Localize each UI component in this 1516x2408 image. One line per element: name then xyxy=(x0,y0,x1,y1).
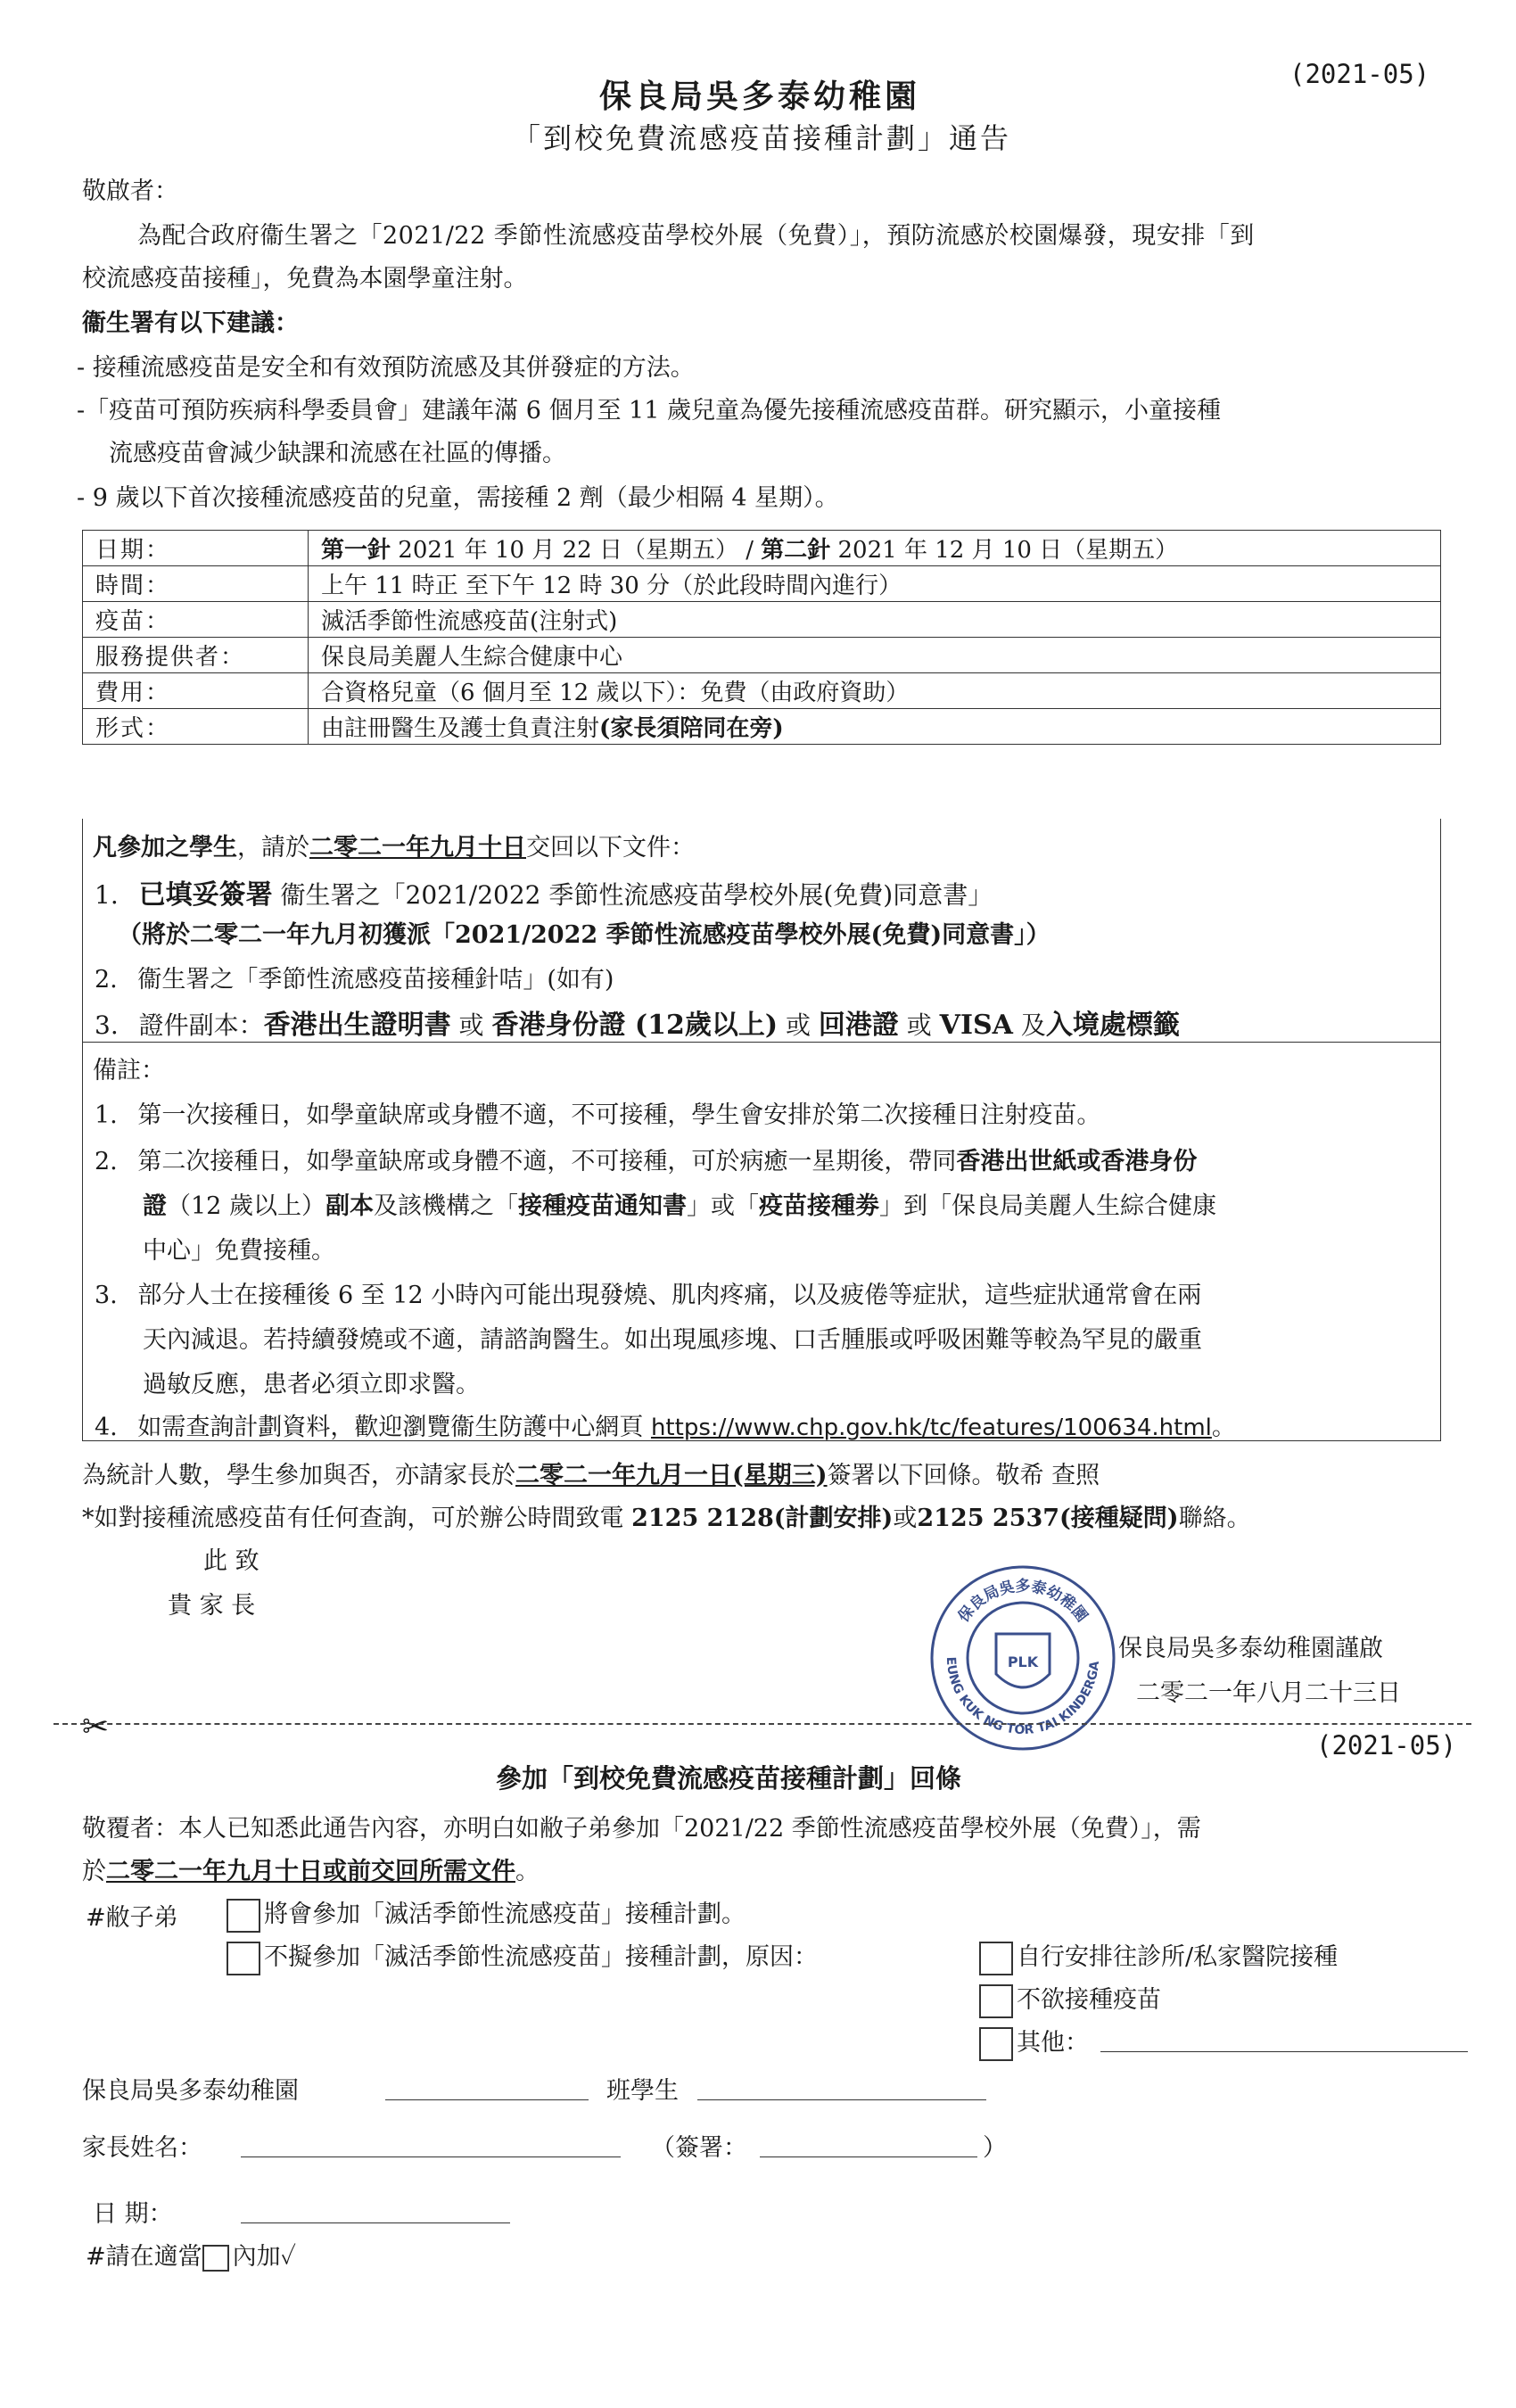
reply-deadline: 二零二一年九月一日(星期三) xyxy=(515,1462,828,1489)
svg-text:保良局吳多泰幼稚園: 保良局吳多泰幼稚園 xyxy=(954,1578,1092,1626)
id-visa: VISA xyxy=(939,1010,1013,1041)
lead-tail: 交回以下文件： xyxy=(526,834,695,862)
row-label: 疫苗： xyxy=(83,602,309,638)
item-text: 」或「 xyxy=(686,1192,759,1220)
row-value xyxy=(309,709,1441,745)
reason-other-input[interactable] xyxy=(1100,2051,1468,2052)
dose-1-label: 第一針 xyxy=(321,537,391,564)
info-row-vaccine xyxy=(83,602,1441,638)
addressee-line-2: 貴 家 長 xyxy=(168,1592,256,1620)
item-bold: 已填妥簽署 xyxy=(138,879,273,911)
doc-item-1-note: （將於二零二一年九月初獲派「2021/2022 季節性流感疫苗學校外展(免費)同意書」） xyxy=(118,921,1050,949)
item-text: 部分人士在接種後 6 至 12 小時內可能出現發燒、肌肉疼痛，以及疲倦等症狀，這些症狀通常會在兩 xyxy=(137,1282,1202,1309)
notice-date: 二零二一年八月二十三日 xyxy=(1136,1679,1401,1707)
cut-line xyxy=(54,1723,1471,1725)
item-bold: 疫苗接種劵 xyxy=(758,1192,879,1220)
row-label: 服務提供者： xyxy=(83,638,309,673)
child-prefix: #敝子弟 xyxy=(86,1904,178,1932)
remark-2-line-2 xyxy=(143,1186,1216,1221)
dose-1-date: 2021 年 10 月 22 日（星期五） / xyxy=(391,537,762,564)
format-note: (家長須陪同在旁) xyxy=(599,715,784,742)
option-decline xyxy=(227,1937,818,1975)
scissors-icon: ✂ xyxy=(82,1709,110,1745)
reason-other-checkbox[interactable] xyxy=(979,2027,1013,2061)
item-text: 」到「保良局美麗人生綜合健康 xyxy=(878,1192,1216,1220)
school-name-label: 保良局吳多泰幼稚園 xyxy=(82,2077,299,2105)
remark-1 xyxy=(95,1095,1100,1130)
or-text: 或 xyxy=(450,1010,492,1040)
reply-title: 參加「到校免費流感疫苗接種計劃」回條 xyxy=(496,1763,962,1794)
item-number: 3. xyxy=(95,1010,119,1040)
advice-item: - 9 歲以下首次接種流感疫苗的兒童，需接種 2 劑（最少相隔 4 星期）。 xyxy=(77,484,839,512)
remarks-heading: 備註： xyxy=(93,1057,165,1084)
item-text: 第二次接種日，如學童缺席或身體不適，不可接種，可於病癒一星期後，帶同 xyxy=(137,1148,957,1175)
item-number: 1. xyxy=(95,1101,118,1129)
item-bold: 副本 xyxy=(325,1192,374,1220)
lead-text: ，請於 xyxy=(237,834,309,862)
item-text: 衞生署之「2021/2022 季節性流感疫苗學校外展(免費)同意書」 xyxy=(272,880,993,910)
and-text: 及 xyxy=(1012,1010,1046,1040)
notice-subtitle: 「到校免費流感疫苗接種計劃」通告 xyxy=(512,121,1012,155)
item-text: 第一次接種日，如學童缺席或身體不適，不可接種，學生會安排於第二次接種日注射疫苗。 xyxy=(137,1101,1101,1129)
row-value xyxy=(309,531,1441,566)
or-text: 或 xyxy=(898,1010,940,1040)
item-text: 及該機構之「 xyxy=(373,1192,518,1220)
seal-center: PLK xyxy=(1007,1653,1039,1670)
item-number: 4. xyxy=(95,1414,118,1441)
stat-text: 簽署以下回條。敬希 查照 xyxy=(827,1462,1100,1489)
signature-close: ） xyxy=(983,2134,1007,2162)
note-text: 內加✓ xyxy=(232,2243,297,2271)
item-text: 證件副本： xyxy=(138,1010,264,1040)
school-title: 保良局吳多泰幼稚園 xyxy=(599,78,921,115)
phone-enquiry: 2125 2537(接種疑問) xyxy=(917,1505,1179,1532)
join-checkbox[interactable] xyxy=(227,1899,260,1933)
remark-2-line-1 xyxy=(95,1142,1197,1176)
sample-checkbox-icon xyxy=(202,2245,229,2272)
reply-line-1: 敬覆者：本人已知悉此通告內容，亦明白如敝子弟參加「2021/22 季節性流感疫苗學校外展（免費）」，需 xyxy=(82,1815,1201,1843)
doc-item-3 xyxy=(95,1002,1180,1042)
svg-text:PO LEUNG KUK NG TOR TAI KINDER: EUNG KUK NG TOR TAI KINDERGA xyxy=(943,1656,1103,1738)
row-label: 時間： xyxy=(83,566,309,602)
item-number: 2. xyxy=(95,1148,118,1175)
item-bold: 證 xyxy=(143,1192,167,1220)
date-input[interactable] xyxy=(241,2222,510,2223)
enquiry-text: 或 xyxy=(893,1505,918,1532)
parent-name-input[interactable] xyxy=(241,2156,621,2157)
row-value: 上午 11 時正 至下午 12 時 30 分（於此段時間內進行） xyxy=(309,566,1441,602)
option-join xyxy=(227,1894,746,1933)
info-row-date xyxy=(83,531,1441,566)
intro-line-1: 為配合政府衞生署之「2021/22 季節性流感疫苗學校外展（免費）」，預防流感於校園爆發，現安排「到 xyxy=(137,222,1255,250)
row-value: 合資格兒童（6 個月至 12 歲以下）：免費（由政府資助） xyxy=(309,673,1441,709)
phone-arrangement: 2125 2128(計劃安排) xyxy=(631,1505,894,1532)
addressee-line-1: 此 致 xyxy=(203,1547,260,1575)
reply-deadline-text: 二零二一年九月十日或前交回所需文件 xyxy=(106,1858,515,1885)
reply-text: 。 xyxy=(515,1858,540,1885)
note-text: #請在適當 xyxy=(86,2243,202,2271)
item-text: 。 xyxy=(1211,1414,1236,1441)
statistics-line xyxy=(82,1456,1100,1490)
reason-unwilling-checkbox[interactable] xyxy=(979,1984,1013,2018)
info-row-time xyxy=(83,566,1441,602)
option-join-label: 將會參加「滅活季節性流感疫苗」接種計劃。 xyxy=(264,1901,746,1928)
id-hkid: 香港身份證 (12歲以上) xyxy=(491,1010,779,1041)
reason-2 xyxy=(979,1980,1161,2018)
parent-name-label: 家長姓名： xyxy=(82,2134,202,2162)
format-text: 由註冊醫生及護士負責注射 xyxy=(321,715,600,742)
item-bold: 接種疫苗通知書 xyxy=(517,1192,687,1220)
row-label: 日期： xyxy=(83,531,309,566)
id-label: 入境處標籤 xyxy=(1045,1010,1180,1041)
id-reentry: 回港證 xyxy=(818,1010,899,1041)
reply-text: 於 xyxy=(82,1858,106,1885)
advice-heading: 衞生署有以下建議： xyxy=(82,309,299,337)
student-name-input[interactable] xyxy=(697,2099,986,2100)
remark-2-line-3: 中心」免費接種。 xyxy=(143,1237,335,1265)
doc-item-1 xyxy=(95,872,993,911)
tick-instruction xyxy=(86,2237,296,2272)
info-row-provider xyxy=(83,638,1441,673)
class-student-label: 班學生 xyxy=(606,2077,679,2105)
date-label: 日 期： xyxy=(93,2200,173,2228)
signature-input[interactable] xyxy=(760,2156,977,2157)
signoff: 保良局吳多泰幼稚園謹啟 xyxy=(1118,1635,1383,1662)
item-number: 3. xyxy=(95,1282,118,1309)
item-number: 2. xyxy=(95,966,118,994)
item-text: 如需查詢計劃資料，歡迎瀏覽衞生防護中心網頁 xyxy=(137,1414,651,1441)
class-input[interactable] xyxy=(385,2099,589,2100)
signature-label: （簽署： xyxy=(651,2134,747,2162)
reason-1 xyxy=(979,1937,1338,1975)
advice-item: 流感疫苗會減少缺課和流感在社區的傳播。 xyxy=(109,440,566,467)
remark-3-line-1 xyxy=(95,1275,1201,1310)
reason-3 xyxy=(979,2023,1089,2061)
vaccination-info-table xyxy=(82,530,1441,745)
doc-code: (2021-05) xyxy=(1289,59,1430,89)
reply-doc-code: (2021-05) xyxy=(1316,1730,1457,1761)
reason-label: 不欲接種疫苗 xyxy=(1017,1986,1161,2014)
id-birth-cert: 香港出生證明書 xyxy=(263,1010,451,1041)
option-decline-label: 不擬參加「滅活季節性流感疫苗」接種計劃，原因： xyxy=(264,1943,818,1971)
item-text: 衞生署之「季節性流感疫苗接種針咭」(如有) xyxy=(137,966,614,994)
remark-3-line-3: 過敏反應，患者必須立即求醫。 xyxy=(143,1371,480,1398)
item-text: （12 歲以上） xyxy=(167,1192,325,1220)
chp-link[interactable]: https://www.chp.gov.hk/tc/features/100634.html xyxy=(650,1414,1212,1441)
enquiry-line xyxy=(82,1498,1251,1533)
lead-bold: 凡參加之學生 xyxy=(93,834,237,862)
dose-2-date: 2021 年 12 月 10 日（星期五） xyxy=(830,537,1179,564)
documents-lead xyxy=(93,828,695,862)
row-value: 保良局美麗人生綜合健康中心 xyxy=(309,638,1441,673)
reason-label: 自行安排往診所/私家醫院接種 xyxy=(1017,1943,1339,1971)
doc-item-2 xyxy=(95,960,614,994)
enquiry-text: 聯絡。 xyxy=(1178,1505,1251,1532)
advice-item: -「疫苗可預防疾病科學委員會」建議年滿 6 個月至 11 歲兒童為優先接種流感疫苗群。研究顯示，小童接種 xyxy=(77,397,1221,425)
item-bold: 香港出世紙或香港身份 xyxy=(956,1148,1198,1175)
intro-line-2: 校流感疫苗接種」，免費為本園學童注射。 xyxy=(82,265,528,293)
info-row-format xyxy=(83,709,1441,745)
lead-date: 二零二一年九月十日 xyxy=(309,834,526,862)
remark-4 xyxy=(95,1407,1236,1442)
decline-checkbox[interactable] xyxy=(227,1942,260,1975)
row-value: 滅活季節性流感疫苗(注射式) xyxy=(309,602,1441,638)
info-row-fee xyxy=(83,673,1441,709)
reason-label: 其他： xyxy=(1017,2029,1089,2057)
enquiry-text: *如對接種流感疫苗有任何查詢，可於辦公時間致電 xyxy=(82,1505,632,1532)
row-label: 費用： xyxy=(83,673,309,709)
advice-item: - 接種流感疫苗是安全和有效預防流感及其併發症的方法。 xyxy=(77,354,695,382)
dose-2-label: 第二針 xyxy=(761,537,831,564)
reason-clinic-checkbox[interactable] xyxy=(979,1942,1013,1975)
salutation: 敬啟者： xyxy=(82,177,178,205)
item-number: 1. xyxy=(95,880,119,910)
reply-line-2 xyxy=(82,1851,540,1886)
row-label: 形式： xyxy=(83,709,309,745)
stat-text: 為統計人數，學生參加與否，亦請家長於 xyxy=(82,1462,515,1489)
or-text: 或 xyxy=(778,1010,819,1040)
remark-3-line-2: 天內減退。若持續發燒或不適，請諮詢醫生。如出現風疹塊、口舌腫脹或呼吸困難等較為罕見的嚴重 xyxy=(143,1326,1202,1354)
